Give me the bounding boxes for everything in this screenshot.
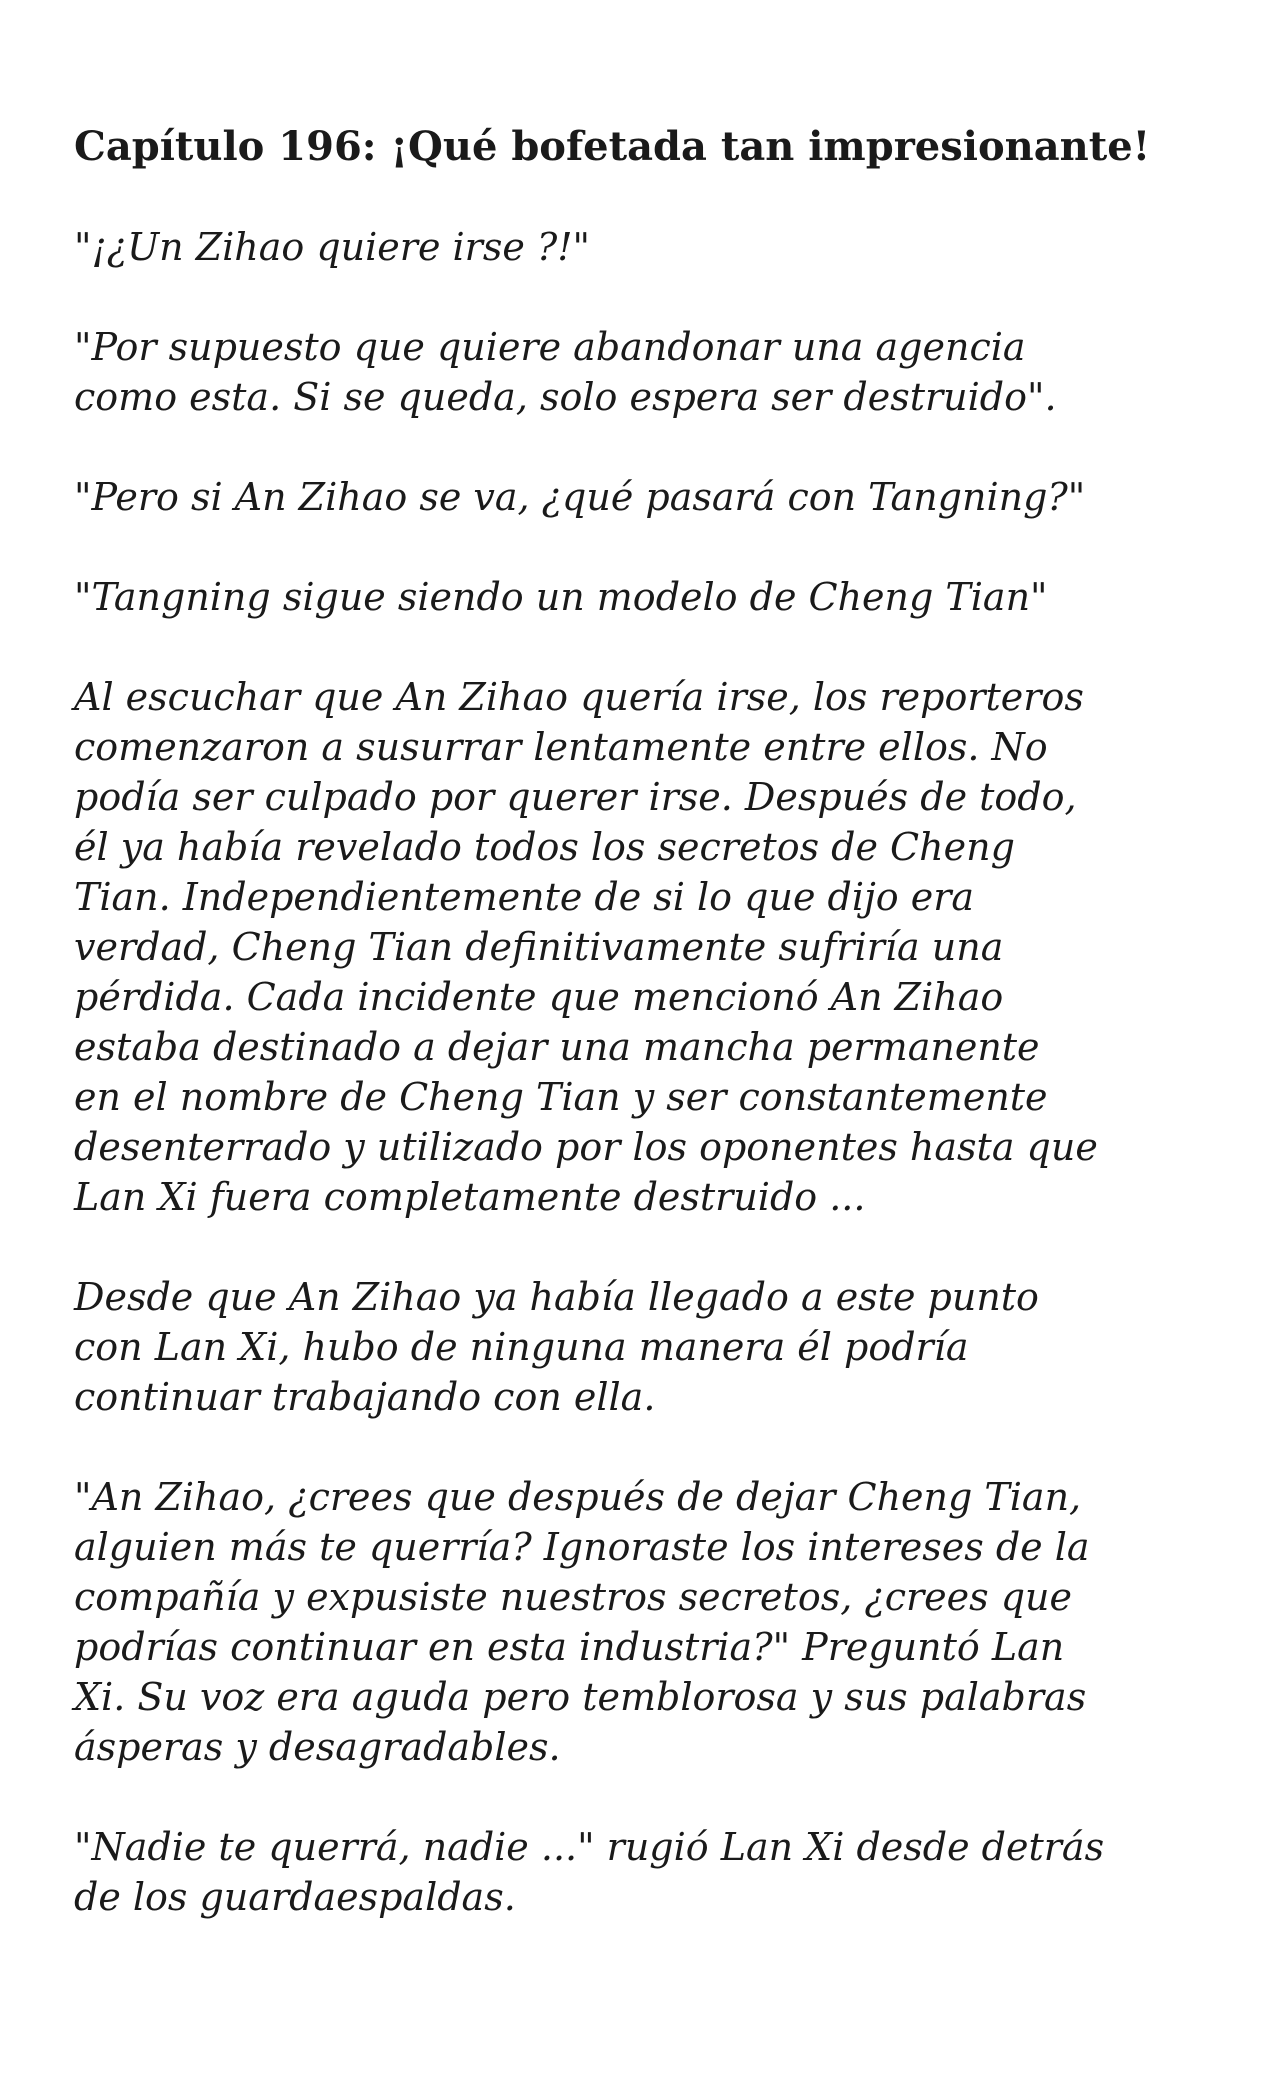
chapter-title: Capítulo 196: ¡Qué bofetada tan impresionante! (74, 123, 1151, 170)
text-line: compañía y expusiste nuestros secretos, ¿crees que (74, 1575, 1073, 1619)
text-line: podía ser culpado por querer irse. Después de todo, (74, 775, 1077, 819)
text-line: Lan Xi fuera completamente destruido ... (74, 1175, 866, 1219)
text-line: Tian. Independientemente de si lo que dijo era (74, 875, 975, 919)
text-line: continuar trabajando con ella. (74, 1375, 656, 1419)
text-line: pérdida. Cada incidente que mencionó An Zihao (74, 975, 1004, 1019)
text-line: comenzaron a susurrar lentamente entre ellos. No (74, 725, 1048, 769)
text-line: podrías continuar en esta industria?" Preguntó Lan (74, 1625, 1065, 1669)
text-line: verdad, Cheng Tian definitivamente sufriría una (74, 925, 1004, 969)
text-line: alguien más te querría? Ignoraste los intereses de la (74, 1525, 1090, 1569)
text-line: de los guardaespaldas. (74, 1875, 516, 1919)
text-line: "¡¿Un Zihao quiere irse ?!" (74, 225, 591, 269)
text-line: estaba destinado a dejar una mancha permanente (74, 1025, 1040, 1069)
paragraph (74, 1272, 1214, 1422)
text-line: Al escuchar que An Zihao quería irse, los reporteros (74, 675, 1084, 719)
text-line: "An Zihao, ¿crees que después de dejar Cheng Tian, (74, 1475, 1082, 1519)
paragraph (74, 1472, 1214, 1772)
paragraph (74, 322, 1214, 422)
text-line: "Tangning sigue siendo un modelo de Cheng Tian" (74, 575, 1048, 619)
text-line: con Lan Xi, hubo de ninguna manera él podría (74, 1325, 969, 1369)
text-line: "Nadie te querrá, nadie ..." rugió Lan Xi desde detrás (74, 1825, 1105, 1869)
paragraph (74, 572, 1214, 622)
document-page (74, 122, 1214, 1972)
text-line: como esta. Si se queda, solo espera ser destruido". (74, 375, 1057, 419)
paragraph (74, 222, 1214, 272)
text-line: en el nombre de Cheng Tian y ser constantemente (74, 1075, 1048, 1119)
text-line: desenterrado y utilizado por los oponentes hasta que (74, 1125, 1098, 1169)
text-line: ásperas y desagradables. (74, 1725, 561, 1769)
text-line: "Por supuesto que quiere abandonar una agencia (74, 325, 1026, 369)
paragraph (74, 1822, 1214, 1922)
paragraph (74, 672, 1214, 1222)
text-line: él ya había revelado todos los secretos de Cheng (74, 825, 1015, 869)
paragraph (74, 472, 1214, 522)
text-line: Xi. Su voz era aguda pero temblorosa y sus palabras (74, 1675, 1087, 1719)
text-line: Desde que An Zihao ya había llegado a este punto (74, 1275, 1039, 1319)
text-line: "Pero si An Zihao se va, ¿qué pasará con Tangning?" (74, 475, 1086, 519)
chapter-body (74, 222, 1214, 1922)
